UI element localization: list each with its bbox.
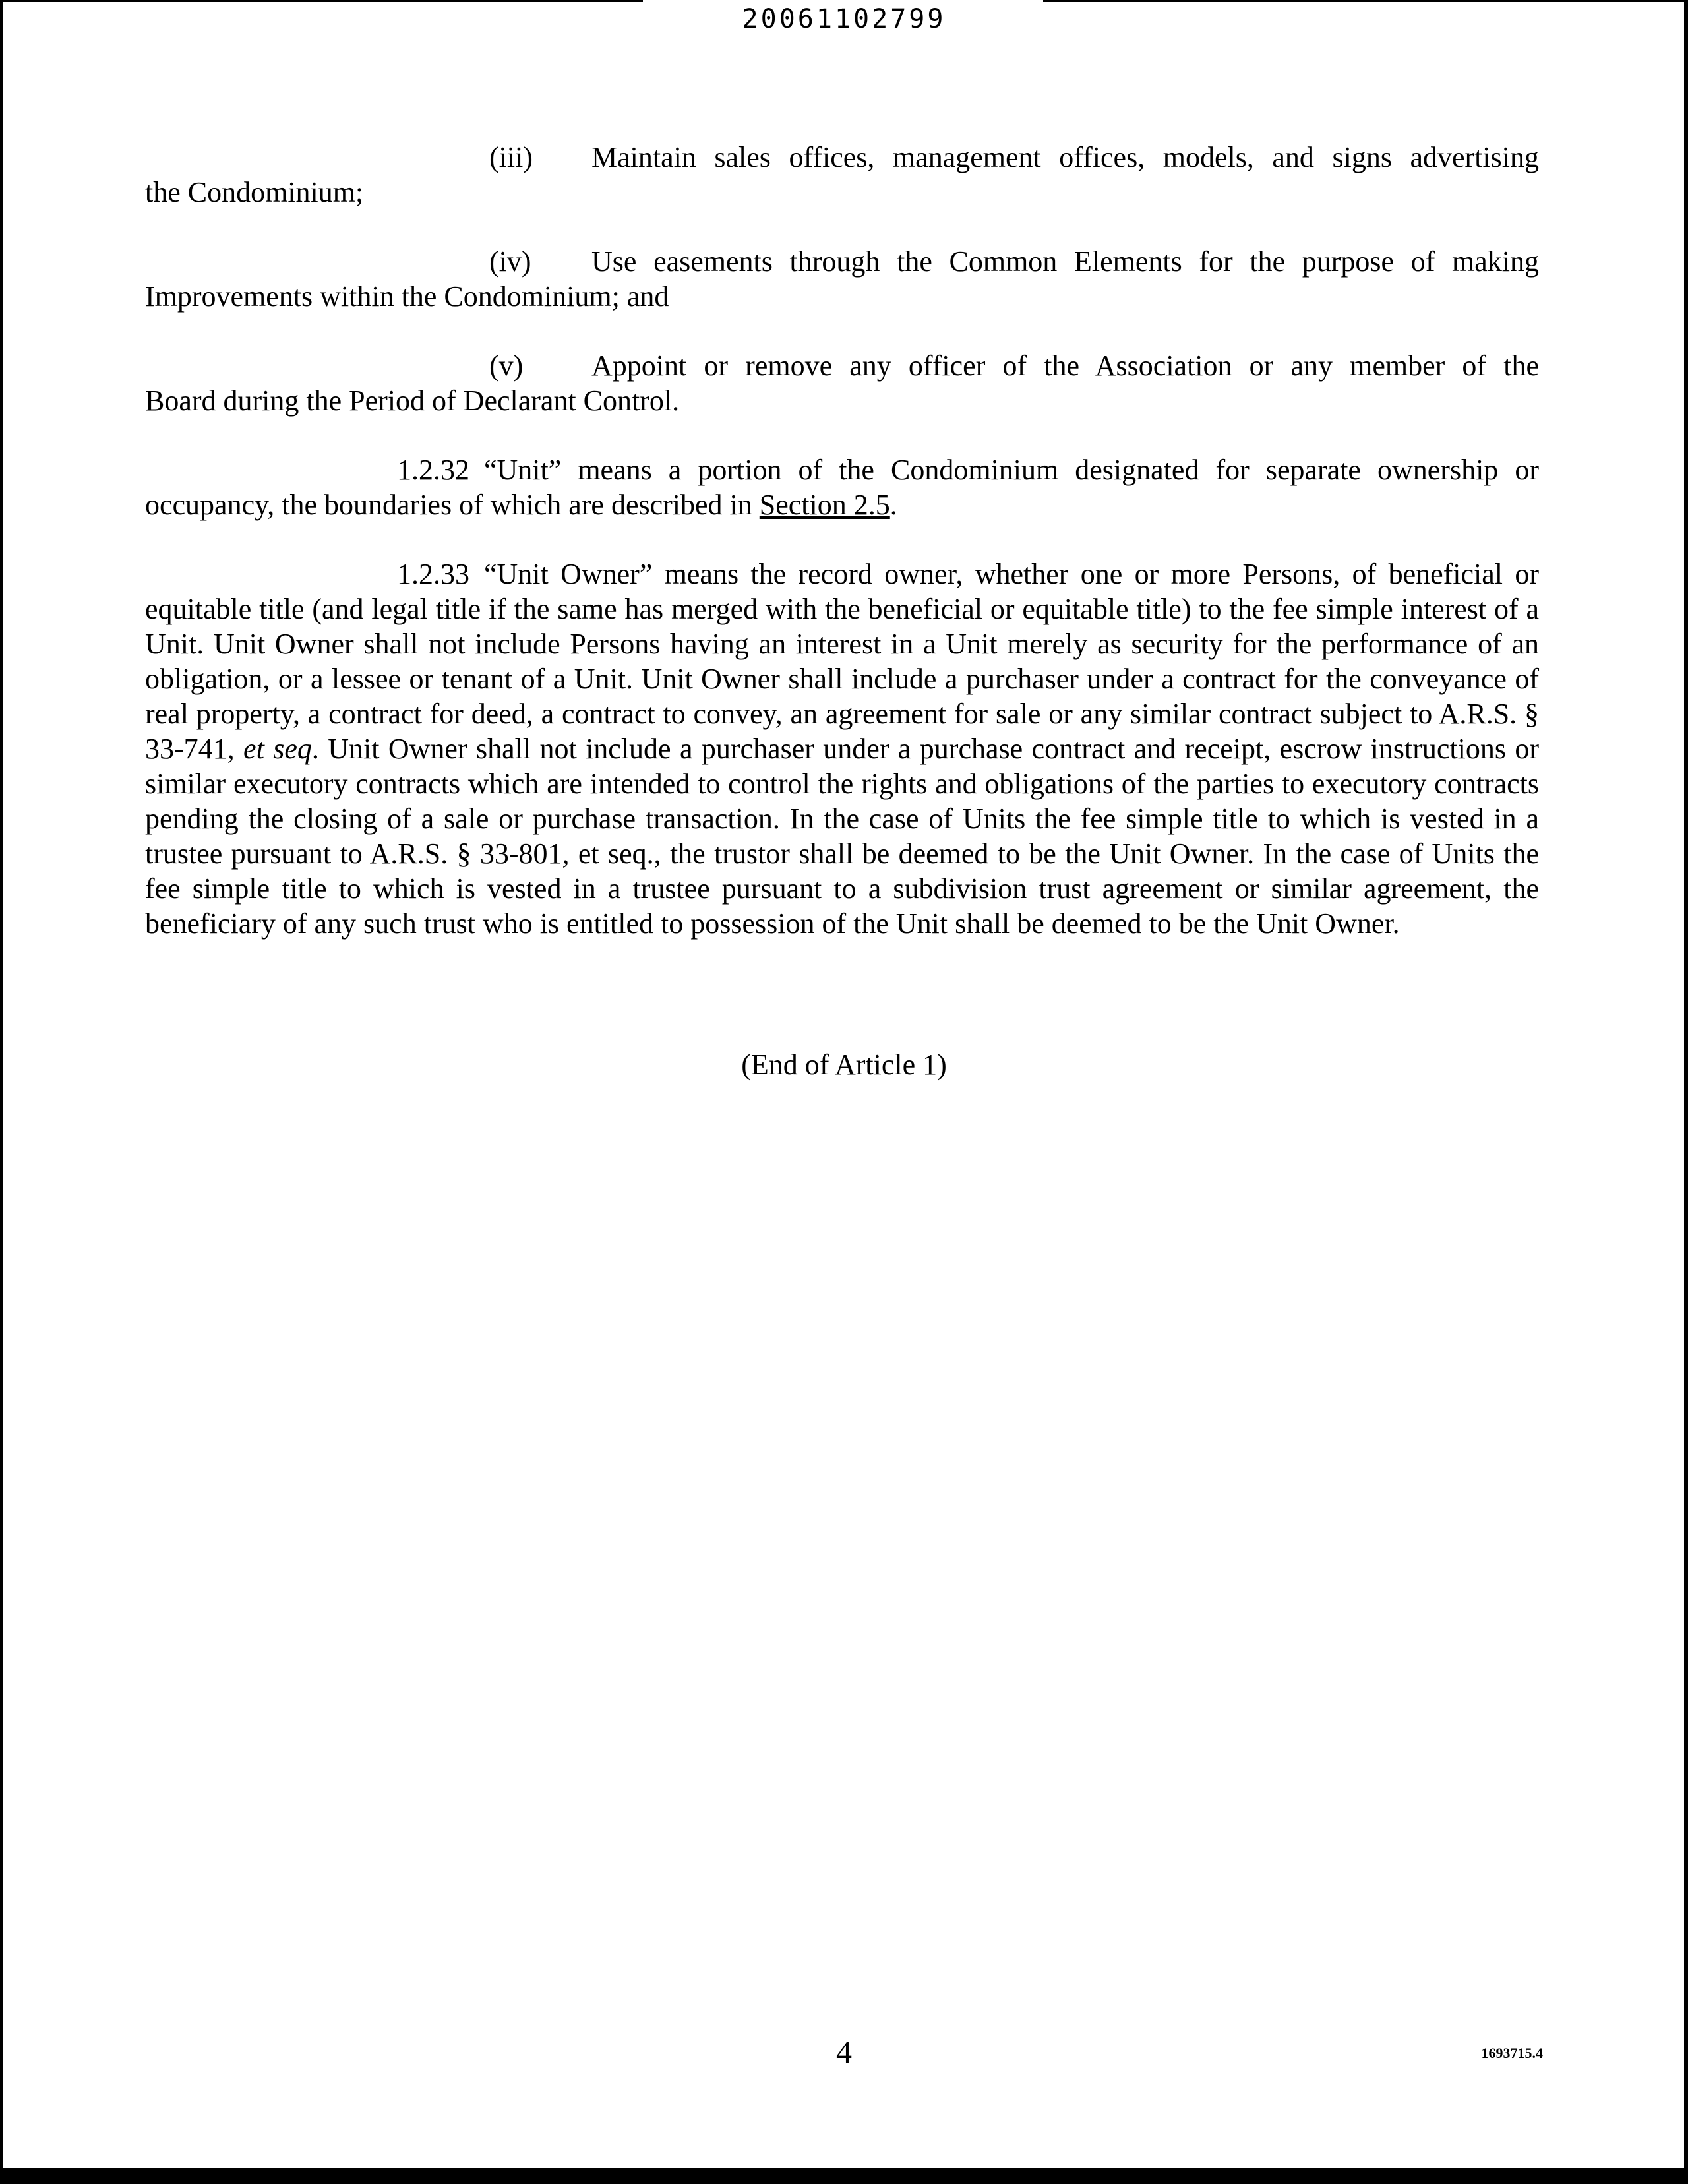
section-number: 1.2.33 bbox=[397, 558, 469, 590]
subitem-iv bbox=[145, 244, 1539, 314]
scan-border-top-left bbox=[0, 0, 643, 2]
subitem-continuation: Board during the Period of Declarant Control. bbox=[145, 384, 680, 417]
scan-border-top-right bbox=[1043, 0, 1688, 2]
section-reference: Section 2.5 bbox=[759, 489, 890, 521]
recording-stamp: 20061102799 bbox=[742, 4, 946, 34]
end-of-article-note: (End of Article 1) bbox=[741, 1048, 947, 1081]
subitem-first-line bbox=[145, 140, 1539, 175]
scan-border-right bbox=[1684, 0, 1688, 2184]
section-italic-term: et seq bbox=[243, 733, 312, 765]
section-text: “Unit Owner” means the record owner, whether one or more Persons, of beneficial or equitable title (and legal title if the same has merged with the beneficial or equitable title) to the fee simple interest of a Unit. Unit Owner shall not include Persons having an interest in a Unit merely as security for the performance of an obligation, or a lessee or tenant of a Unit. Unit Owner shall include a purchaser under a contract for the conveyance of real property, a contract for deed, a contract to convey, an agreement for sale or any similar contract subject to A.R.S. § 33-741, bbox=[145, 558, 1539, 765]
subitem-marker: (v) bbox=[489, 349, 524, 382]
subitem-continuation: Improvements within the Condominium; and bbox=[145, 280, 669, 313]
subitem-text: Appoint or remove any officer of the Association or any member of the bbox=[591, 349, 1539, 382]
subitem-continuation: the Condominium; bbox=[145, 176, 364, 208]
section-text: “Unit” means a portion of the Condominium designated for separate ownership or occupancy, the boundaries of which are described in bbox=[145, 454, 1539, 521]
subitem-marker: (iv) bbox=[489, 245, 531, 278]
document-body bbox=[145, 140, 1539, 975]
section-number: 1.2.32 bbox=[397, 454, 469, 486]
subitem-v bbox=[145, 348, 1539, 418]
subitem-text: Maintain sales offices, management offices, models, and signs advertising bbox=[591, 141, 1539, 173]
page-number: 4 bbox=[836, 2035, 852, 2070]
document-id: 1693715.4 bbox=[1481, 2045, 1543, 2061]
section-text-end: . bbox=[889, 489, 897, 521]
subitem-text: Use easements through the Common Elements for the purpose of making bbox=[591, 245, 1539, 278]
scan-border-bottom bbox=[0, 2168, 1688, 2184]
subitem-marker: (iii) bbox=[489, 141, 533, 173]
section-text-end: . Unit Owner shall not include a purchaser under a purchase contract and receipt, escrow instructions or similar executory contracts which are intended to control the rights and obligations of the parties to executory contracts pending the closing of a sale or purchase transaction. In the case of Units the fee simple title to which is vested in a trustee pursuant to A.R.S. § 33-801, et seq., the trustor shall be deemed to be the Unit Owner. In the case of Units the fee simple title to which is vested in a trustee pursuant to a subdivision trust agreement or similar agreement, the beneficiary of any such trust who is entitled to possession of the Unit shall be deemed to be the Unit Owner. bbox=[145, 733, 1539, 940]
scan-border-left bbox=[0, 0, 3, 2184]
subitem-first-line bbox=[145, 244, 1539, 279]
subitem-iii bbox=[145, 140, 1539, 210]
section-1-2-32 bbox=[145, 452, 1539, 522]
section-1-2-33 bbox=[145, 557, 1539, 941]
subitem-first-line bbox=[145, 348, 1539, 383]
